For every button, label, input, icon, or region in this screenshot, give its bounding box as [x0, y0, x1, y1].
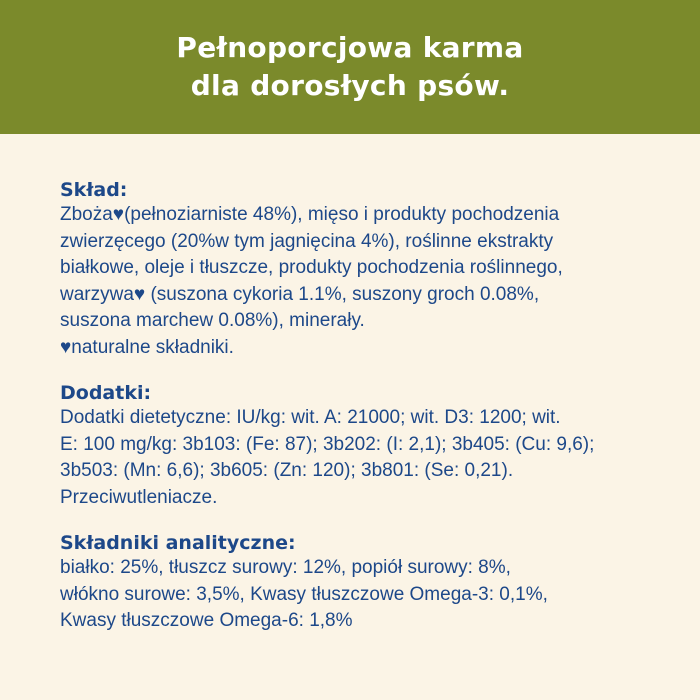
- text-line: Zboża♥(pełnoziarniste 48%), mięso i produkty pochodzenia: [60, 204, 560, 225]
- text-line: ♥naturalne składniki.: [60, 336, 234, 358]
- text-line: suszona marchew 0.08%), minerały.: [60, 310, 365, 331]
- section-heading: Skład:: [60, 179, 128, 201]
- text-line: białkowe, oleje i tłuszcze, produkty pochodzenia roślinnego,: [60, 257, 563, 278]
- section-analytical-constituents: [60, 531, 680, 635]
- title-line-1: Pełnoporcjowa karma: [176, 31, 524, 64]
- text-line: zwierzęcego (20%w tym jagnięcina 4%), roślinne ekstrakty: [60, 230, 554, 252]
- title-banner: [0, 0, 700, 134]
- label-content: [60, 178, 680, 655]
- text-line: Kwasy tłuszczowe Omega-6: 1,8%: [60, 610, 353, 631]
- text-line: warzywa♥ (suszona cykoria 1.1%, suszony groch 0.08%,: [60, 283, 540, 305]
- section-composition: [60, 178, 680, 361]
- text-line: włókno surowe: 3,5%, Kwasy tłuszczowe Omega-3: 0,1%,: [60, 583, 548, 605]
- text-line: Dodatki dietetyczne: IU/kg: wit. A: 21000; wit. D3: 1200; wit.: [60, 407, 561, 428]
- text-line: Przeciwutleniacze.: [60, 486, 218, 508]
- section-heading: Składniki analityczne:: [60, 532, 296, 554]
- title-line-2: dla dorosłych psów.: [190, 69, 510, 102]
- section-heading: Dodatki:: [60, 382, 152, 404]
- text-line: E: 100 mg/kg: 3b103: (Fe: 87); 3b202: (I: 2,1); 3b405: (Cu: 9,6);: [60, 433, 595, 455]
- text-line: 3b503: (Mn: 6,6); 3b605: (Zn: 120); 3b801: (Se: 0,21).: [60, 460, 514, 481]
- section-additives: [60, 381, 680, 511]
- text-line: białko: 25%, tłuszcz surowy: 12%, popiół surowy: 8%,: [60, 557, 511, 578]
